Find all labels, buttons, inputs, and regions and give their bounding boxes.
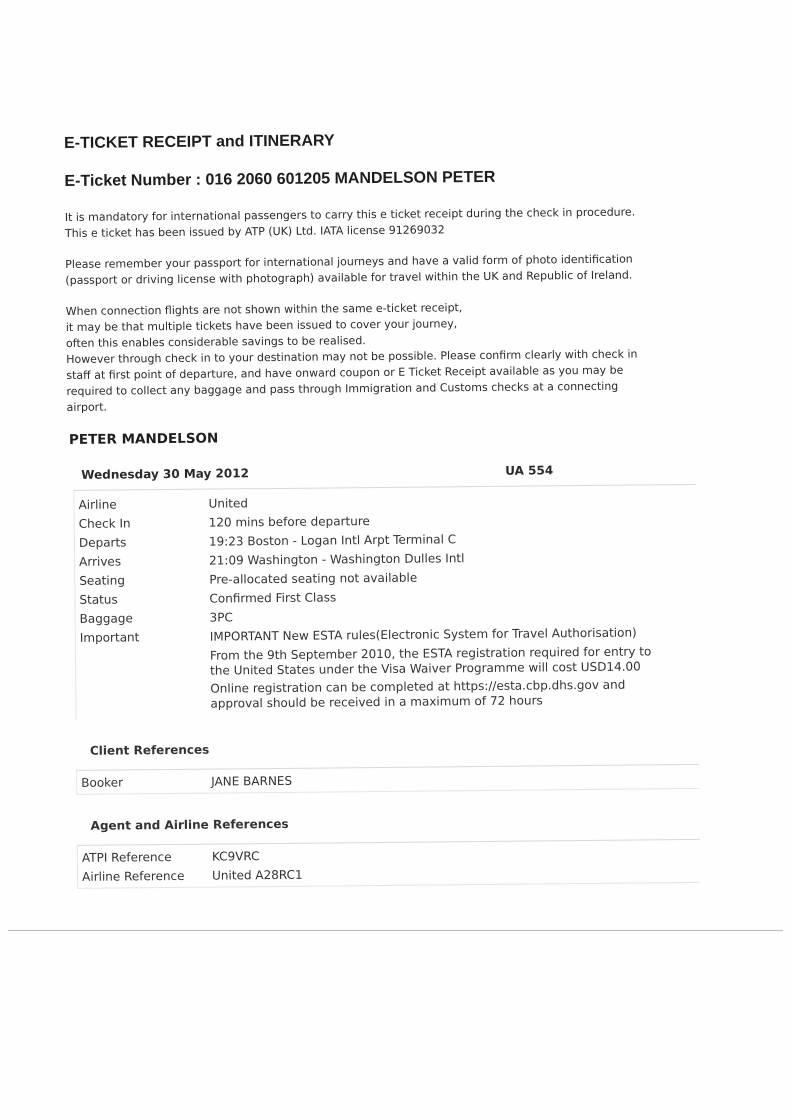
text-line: When connection flights are not shown within the same e-ticket receipt,	[65, 301, 463, 318]
row-label: ATPI Reference	[81, 850, 172, 865]
row-label: Status	[79, 592, 118, 607]
row-value: 19:23 Boston - Logan Intl Arpt Terminal C	[208, 532, 457, 549]
text-line: approval should be received in a maximum of 72 hours	[210, 693, 543, 711]
row-value: 120 mins before departure	[208, 514, 370, 530]
connection-notice	[66, 298, 697, 416]
row-label: Booker	[81, 775, 124, 790]
text-line: often this enables considerable savings to be realised.	[65, 334, 366, 350]
row-value: 3PC	[209, 610, 233, 625]
text-line: the United States under the Visa Waiver Programme will cost USD14.00	[210, 659, 641, 678]
agent-references-title: Agent and Airline References	[90, 816, 289, 833]
flight-date: Wednesday 30 May 2012	[81, 466, 249, 482]
text-line: It is mandatory for international passengers to carry this e ticket receipt during the check in procedure.	[64, 205, 636, 224]
row-label: Seating	[79, 573, 125, 588]
row-label: Check In	[78, 516, 131, 531]
page-divider	[8, 930, 783, 931]
table-row	[81, 768, 699, 793]
ticket-number-heading: E-Ticket Number : 016 2060 601205 MANDELSON PETER	[64, 168, 496, 190]
passenger-name: PETER MANDELSON	[68, 430, 219, 448]
row-value: JANE BARNES	[211, 773, 293, 789]
client-references-table	[76, 764, 699, 795]
row-label: Airline	[78, 497, 117, 512]
esta-registration-note	[210, 677, 698, 712]
row-label: Departs	[78, 535, 127, 550]
text-line: From the 9th September 2010, the ESTA registration required for entry to	[209, 644, 652, 663]
text-line: Please remember your passport for international journeys and have a valid form of photo identification	[65, 252, 633, 271]
row-value: IMPORTANT New ESTA rules(Electronic System for Travel Authorisation)	[209, 625, 637, 644]
text-line: (passport or driving license with photograph) available for travel within the UK and Republic of Ireland.	[65, 268, 633, 287]
text-line: Online registration can be completed at https://esta.cbp.dhs.gov and	[210, 677, 626, 696]
agent-references-table	[77, 839, 700, 889]
text-line: This e ticket has been issued by ATP (UK) Ltd. IATA license 91269032	[64, 223, 445, 240]
row-label: Important	[79, 630, 140, 645]
row-value: Pre-allocated seating not available	[209, 570, 418, 587]
row-value: United	[208, 496, 249, 511]
eticket-document	[64, 129, 701, 889]
row-label: Baggage	[79, 611, 133, 626]
row-value: KC9VRC	[211, 849, 260, 864]
text-line: required to collect any baggage and pass through Immigration and Customs checks at a connecting	[66, 379, 619, 398]
esta-fee-note	[210, 644, 698, 679]
mandatory-notice	[65, 204, 695, 242]
row-value: United A28RC1	[212, 867, 303, 883]
passport-notice	[65, 251, 695, 289]
flight-details-table	[73, 484, 698, 720]
client-references-title: Client References	[89, 742, 210, 758]
row-value: 21:09 Washington - Washington Dulles Intl	[209, 551, 465, 568]
row-label: Arrives	[79, 554, 122, 569]
flight-number: UA 554	[505, 463, 554, 478]
text-line: it may be that multiple tickets have been issued to cover your journey,	[65, 317, 458, 334]
row-label: Airline Reference	[82, 868, 185, 884]
text-line: However through check in to your destination may not be possible. Please confirm clearly with check in	[66, 347, 638, 366]
document-title: E-TICKET RECEIPT and ITINERARY	[64, 132, 335, 152]
text-line: airport.	[66, 400, 108, 414]
row-value: Confirmed First Class	[209, 590, 337, 606]
text-line: staff at first point of departure, and have onward coupon or E Ticket Receipt available as you may be	[66, 363, 624, 382]
